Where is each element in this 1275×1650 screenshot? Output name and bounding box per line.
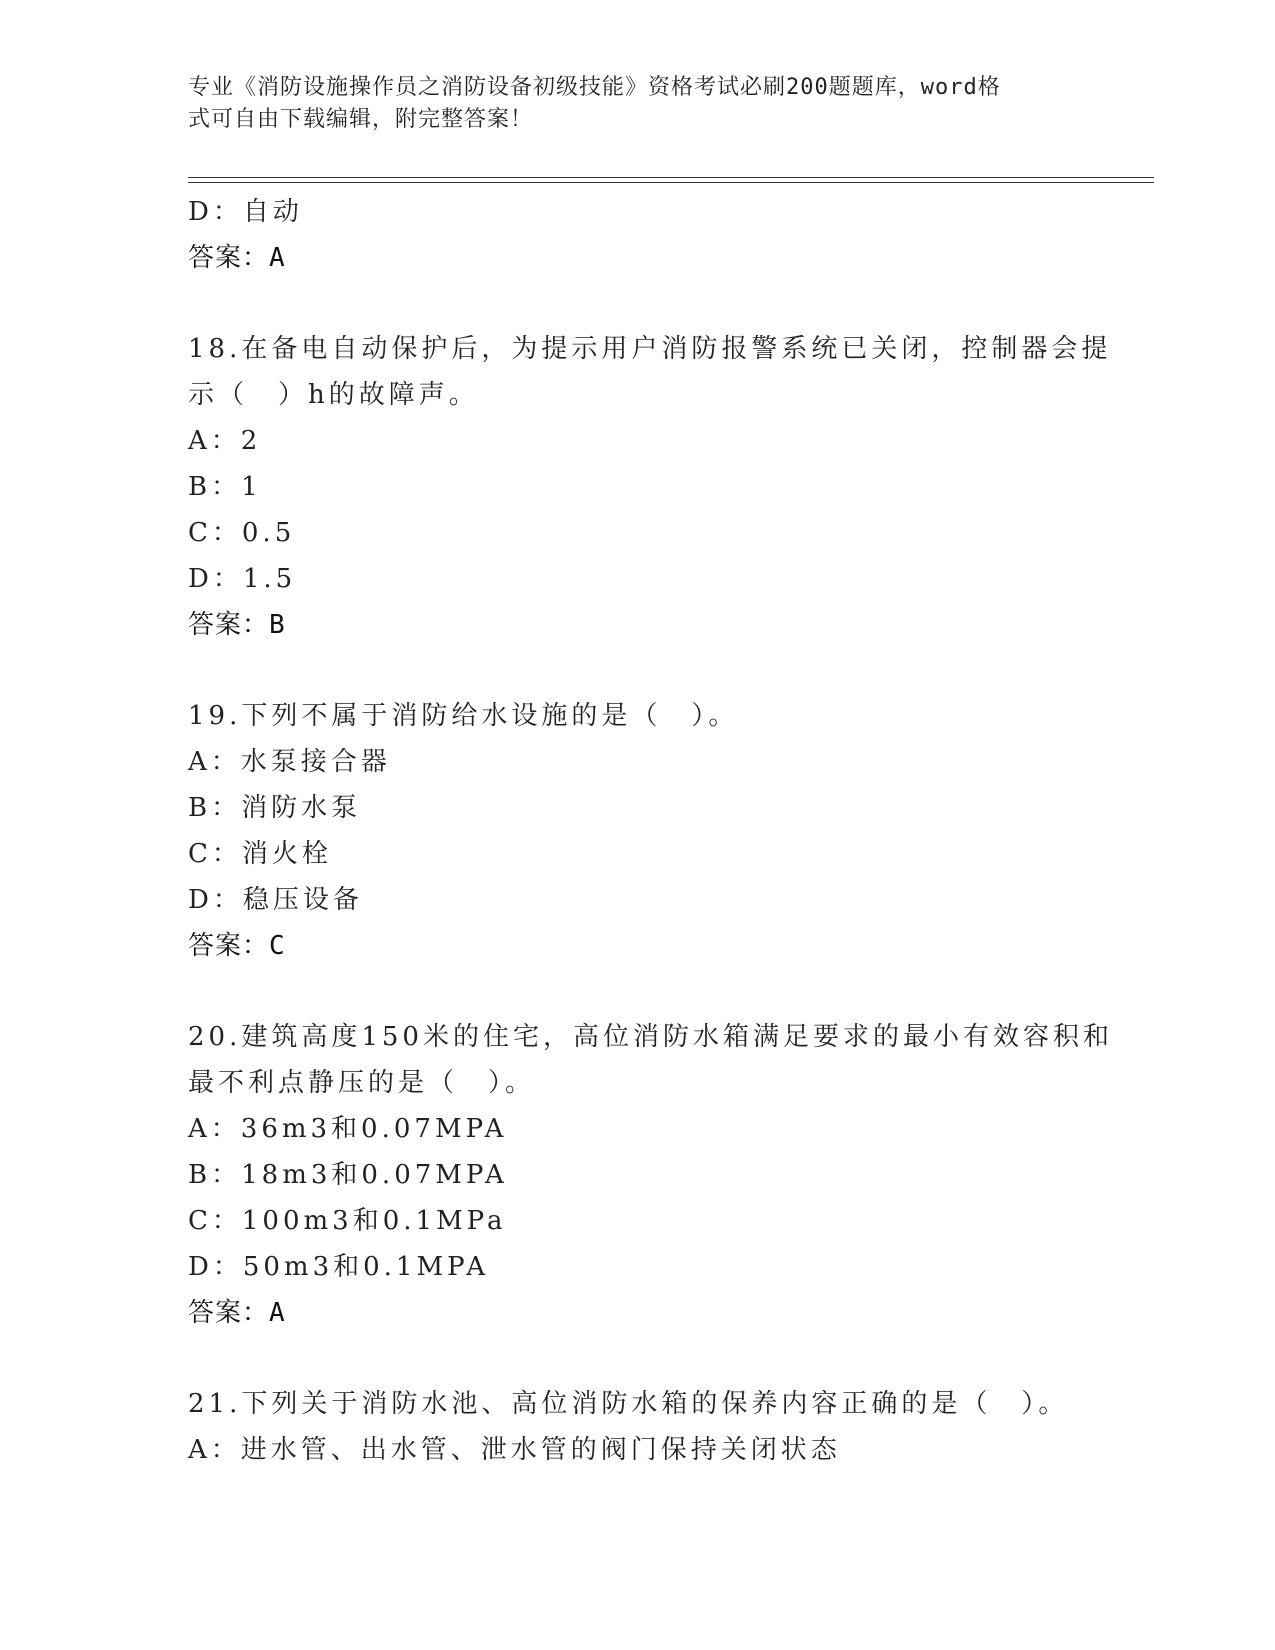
option-b: B：1	[188, 472, 262, 502]
question-stem-line: 最不利点静压的是（ ）。	[188, 1068, 536, 1098]
document-header	[188, 72, 1068, 136]
option-c: C：消火栓	[188, 839, 332, 869]
question-21	[188, 1381, 1088, 1473]
option-d: D：50m3和0.1MPA	[188, 1252, 489, 1282]
question-stem-line: 19.下列不属于消防给水设施的是（ ）。	[188, 701, 739, 731]
question-gap	[188, 281, 1088, 326]
option-b: B：消防水泵	[188, 793, 362, 823]
question-18	[188, 326, 1112, 648]
answer-line: 答案：C	[188, 931, 286, 961]
option-a: A：进水管、出水管、泄水管的阀门保持关闭状态	[188, 1435, 841, 1465]
option-c: C：100m3和0.1MPa	[188, 1206, 507, 1236]
question-gap	[188, 648, 1088, 693]
header-line-1: 专业《消防设施操作员之消防设备初级技能》资格考试必刷200题题库，word格	[188, 75, 1001, 100]
option-a: A：水泵接合器	[188, 747, 391, 777]
option-b: B：18m3和0.07MPA	[188, 1160, 508, 1190]
option-d: D：自动	[188, 197, 303, 227]
option-c: C：0.5	[188, 518, 296, 548]
option-a: A：36m3和0.07MPA	[188, 1114, 508, 1144]
question-gap	[188, 969, 1088, 1014]
question-stem-line: 21.下列关于消防水池、高位消防水箱的保养内容正确的是（ ）。	[188, 1389, 1069, 1419]
answer-line: 答案：A	[188, 243, 286, 273]
header-divider-top	[188, 177, 1154, 178]
answer-line: 答案：A	[188, 1298, 286, 1328]
question-stem-line: 20.建筑高度150米的住宅，高位消防水箱满足要求的最小有效容积和	[188, 1022, 1113, 1052]
question-19	[188, 693, 1088, 969]
question-stem-line: 示（ ）h的故障声。	[188, 380, 479, 410]
question-stem-line: 18.在备电自动保护后，为提示用户消防报警系统已关闭，控制器会提	[188, 334, 1112, 364]
question-20	[188, 1014, 1113, 1336]
header-line-2: 式可自由下载编辑，附完整答案！	[188, 107, 534, 132]
option-d: D：1.5	[188, 564, 297, 594]
question-list	[188, 189, 1113, 1473]
header-divider-bottom	[188, 182, 1154, 183]
answer-line: 答案：B	[188, 610, 286, 640]
option-a: A：2	[188, 426, 262, 456]
option-d: D：稳压设备	[188, 885, 363, 915]
question-gap	[188, 1336, 1088, 1381]
